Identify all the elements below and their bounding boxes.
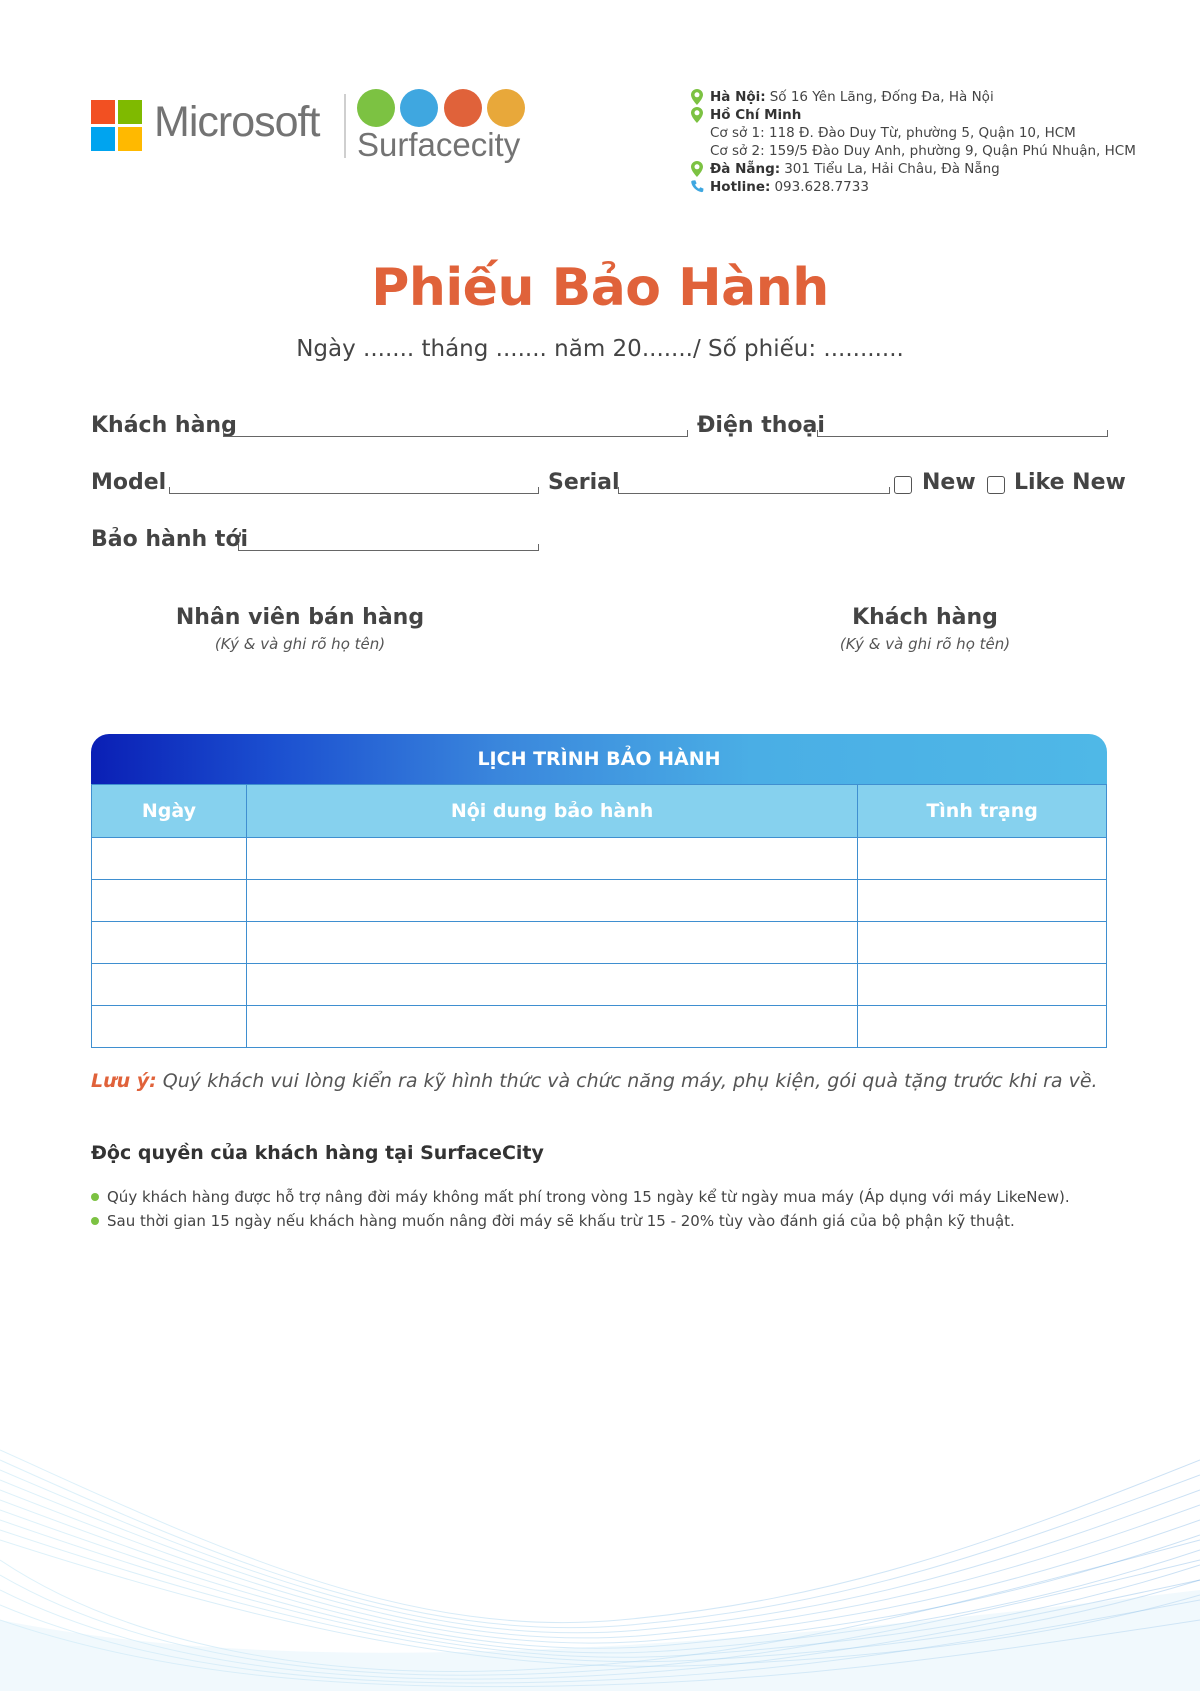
danang-address: 301 Tiểu La, Hải Châu, Đà Nẵng [784,161,1000,177]
location-pin-icon [690,107,704,123]
model-field[interactable] [169,487,539,494]
address-hanoi [690,88,1160,106]
table-row [92,922,1107,964]
orange-dot-icon [444,89,482,127]
customer-label: Khách hàng [91,413,237,438]
phone-label: Điện thoại [697,413,825,438]
exclusive-item-text: Qúy khách hàng được hỗ trợ nâng đời máy không mất phí trong vòng 15 ngày kể từ ngày mua máy (Áp dụng với máy LikeNew). [107,1188,1070,1206]
status-cell[interactable] [858,964,1107,1006]
table-row [92,880,1107,922]
column-header-status: Tình trạng [858,785,1107,838]
content-cell[interactable] [246,922,857,964]
date-and-number-line: Ngày ....... tháng ....... năm 20......./ Số phiếu: ........... [296,336,904,362]
new-checkbox[interactable] [894,476,912,494]
schedule-table [91,784,1107,1048]
date-cell[interactable] [92,1006,247,1048]
hotline [690,178,1160,196]
table-row [92,838,1107,880]
customer-signature-title: Khách hàng [852,605,998,630]
list-item [91,1212,1015,1230]
green-dot-icon [357,89,395,127]
date-cell[interactable] [92,880,247,922]
hotline-number: 093.628.7733 [774,179,869,195]
hcm-label: Hồ Chí Minh [710,107,802,123]
schedule-title: LỊCH TRÌNH BẢO HÀNH [91,734,1107,784]
content-cell[interactable] [246,964,857,1006]
content-cell[interactable] [246,1006,857,1048]
hanoi-label: Hà Nội: [710,89,766,105]
content-cell[interactable] [246,880,857,922]
column-header-content: Nội dung bảo hành [246,785,857,838]
phone-icon [690,179,704,195]
note-text: Quý khách vui lòng kiển ra kỹ hình thức và chức năng máy, phụ kiện, gói quà tặng trước khi ra về. [156,1070,1098,1092]
phone-field[interactable] [817,430,1108,437]
status-cell[interactable] [858,922,1107,964]
serial-label: Serial [548,470,620,495]
model-label: Model [91,470,167,495]
customer-field[interactable] [223,430,688,437]
status-cell[interactable] [858,838,1107,880]
date-cell[interactable] [92,964,247,1006]
bullet-icon [91,1217,99,1225]
note-label: Lưu ý: [91,1070,157,1092]
table-row [92,964,1107,1006]
logo-divider [344,94,346,158]
address-danang [690,160,1160,178]
exclusive-item-text: Sau thời gian 15 ngày nếu khách hàng muốn nâng đời máy sẽ khấu trừ 15 - 20% tùy vào đánh giá của bộ phận kỹ thuật. [107,1212,1015,1230]
hcm-branch-1: Cơ sở 1: 118 Đ. Đào Duy Từ, phường 5, Quận 10, HCM [710,125,1076,141]
hotline-label: Hotline: [710,179,771,195]
new-label: New [922,470,976,495]
serial-field[interactable] [618,487,890,494]
surfacecity-wordmark: Surfacecity [357,126,521,163]
customer-signature-note: (Ký & và ghi rõ họ tên) [839,635,1011,653]
status-cell[interactable] [858,1006,1107,1048]
list-item [91,1188,1070,1206]
note-line [91,1070,1098,1092]
date-cell[interactable] [92,922,247,964]
danang-label: Đà Nẵng: [710,161,781,177]
address-hcm [690,106,1160,124]
bullet-icon [91,1193,99,1201]
location-pin-icon [690,161,704,177]
microsoft-logo-icon [91,100,142,151]
hanoi-address: Số 16 Yên Lãng, Đống Đa, Hà Nội [769,89,994,105]
location-pin-icon [690,89,704,105]
decorative-waves-background [0,1420,1200,1691]
seller-signature-title: Nhân viên bán hàng [175,605,425,630]
table-row [92,1006,1107,1048]
like-new-label: Like New [1014,470,1126,495]
hcm-branch-2: Cơ sở 2: 159/5 Đào Duy Anh, phường 9, Quận Phú Nhuận, HCM [710,143,1136,159]
address-block [690,88,1160,196]
schedule-header-row [92,785,1107,838]
like-new-checkbox[interactable] [987,476,1005,494]
warranty-until-field[interactable] [238,544,539,551]
date-cell[interactable] [92,838,247,880]
page-title: Phiếu Bảo Hành [371,258,829,318]
status-cell[interactable] [858,880,1107,922]
content-cell[interactable] [246,838,857,880]
seller-signature-note: (Ký & và ghi rõ họ tên) [214,635,386,653]
blue-dot-icon [400,89,438,127]
exclusive-title: Độc quyền của khách hàng tại SurfaceCity [91,1142,544,1164]
column-header-date: Ngày [92,785,247,838]
microsoft-wordmark: Microsoft [154,98,320,146]
yellow-dot-icon [487,89,525,127]
warranty-until-label: Bảo hành tới [91,527,249,552]
